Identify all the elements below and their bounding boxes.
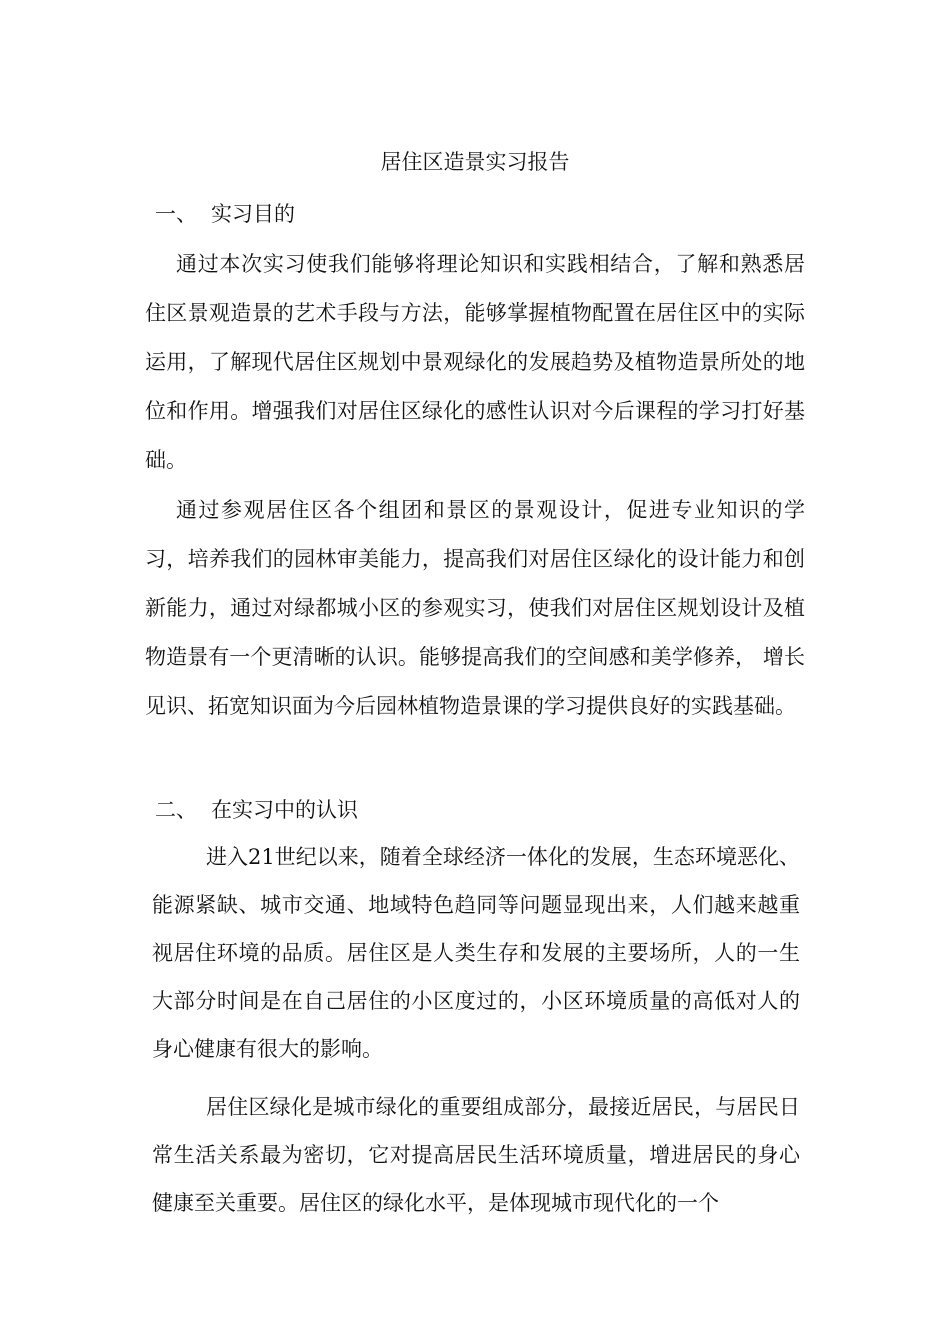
section-1-paragraph-2: 通过参观居住区各个组团和景区的景观设计，促进专业知识的学习，培养我们的园林审美能力，提高我们对居住区绿化的设计能力和创新能力，通过对绿都城小区的参观实习，使我们对居住区规划设计及植物造景有一个更清晰的认识。能够提高我们的空间感和美学修养， 增长见识、拓宽知识面为今后园林植物造景课的学习提供良好的实践基础。 (145, 498, 805, 718)
section-1-number: 一、 (155, 202, 197, 226)
document-title: 居住区造景实习报告 (380, 150, 570, 174)
section-2-paragraph-1: 进入21世纪以来，随着全球经济一体化的发展，生态环境恶化、能源紧缺、城市交通、地域特色趋同等问题显现出来，人们越来越重视居住环境的品质。居住区是人类生存和发展的主要场所，人的一生大部分时间是在自己居住的小区度过的，小区环境质量的高低对人的身心健康有很大的影响。 (152, 845, 800, 1061)
section-1-paragraph-1: 通过本次实习使我们能够将理论知识和实践相结合，了解和熟悉居住区景观造景的艺术手段与方法，能够掌握植物配置在居住区中的实际运用，了解现代居住区规划中景观绿化的发展趋势及植物造景所处的地位和作用。增强我们对居住区绿化的感性认识对今后课程的学习打好基础。 (145, 252, 805, 472)
section-1-heading (155, 198, 295, 230)
section-2-title: 在实习中的认识 (211, 798, 358, 822)
section-2-heading (155, 794, 358, 826)
section-1-title: 实习目的 (211, 202, 295, 226)
section-2-number: 二、 (155, 798, 197, 822)
section-2-paragraph-2: 居住区绿化是城市绿化的重要组成部分，最接近居民，与居民日常生活关系最为密切，它对提高居民生活环境质量，增进居民的身心健康至关重要。居住区的绿化水平，是体现城市现代化的一个 (152, 1095, 800, 1215)
